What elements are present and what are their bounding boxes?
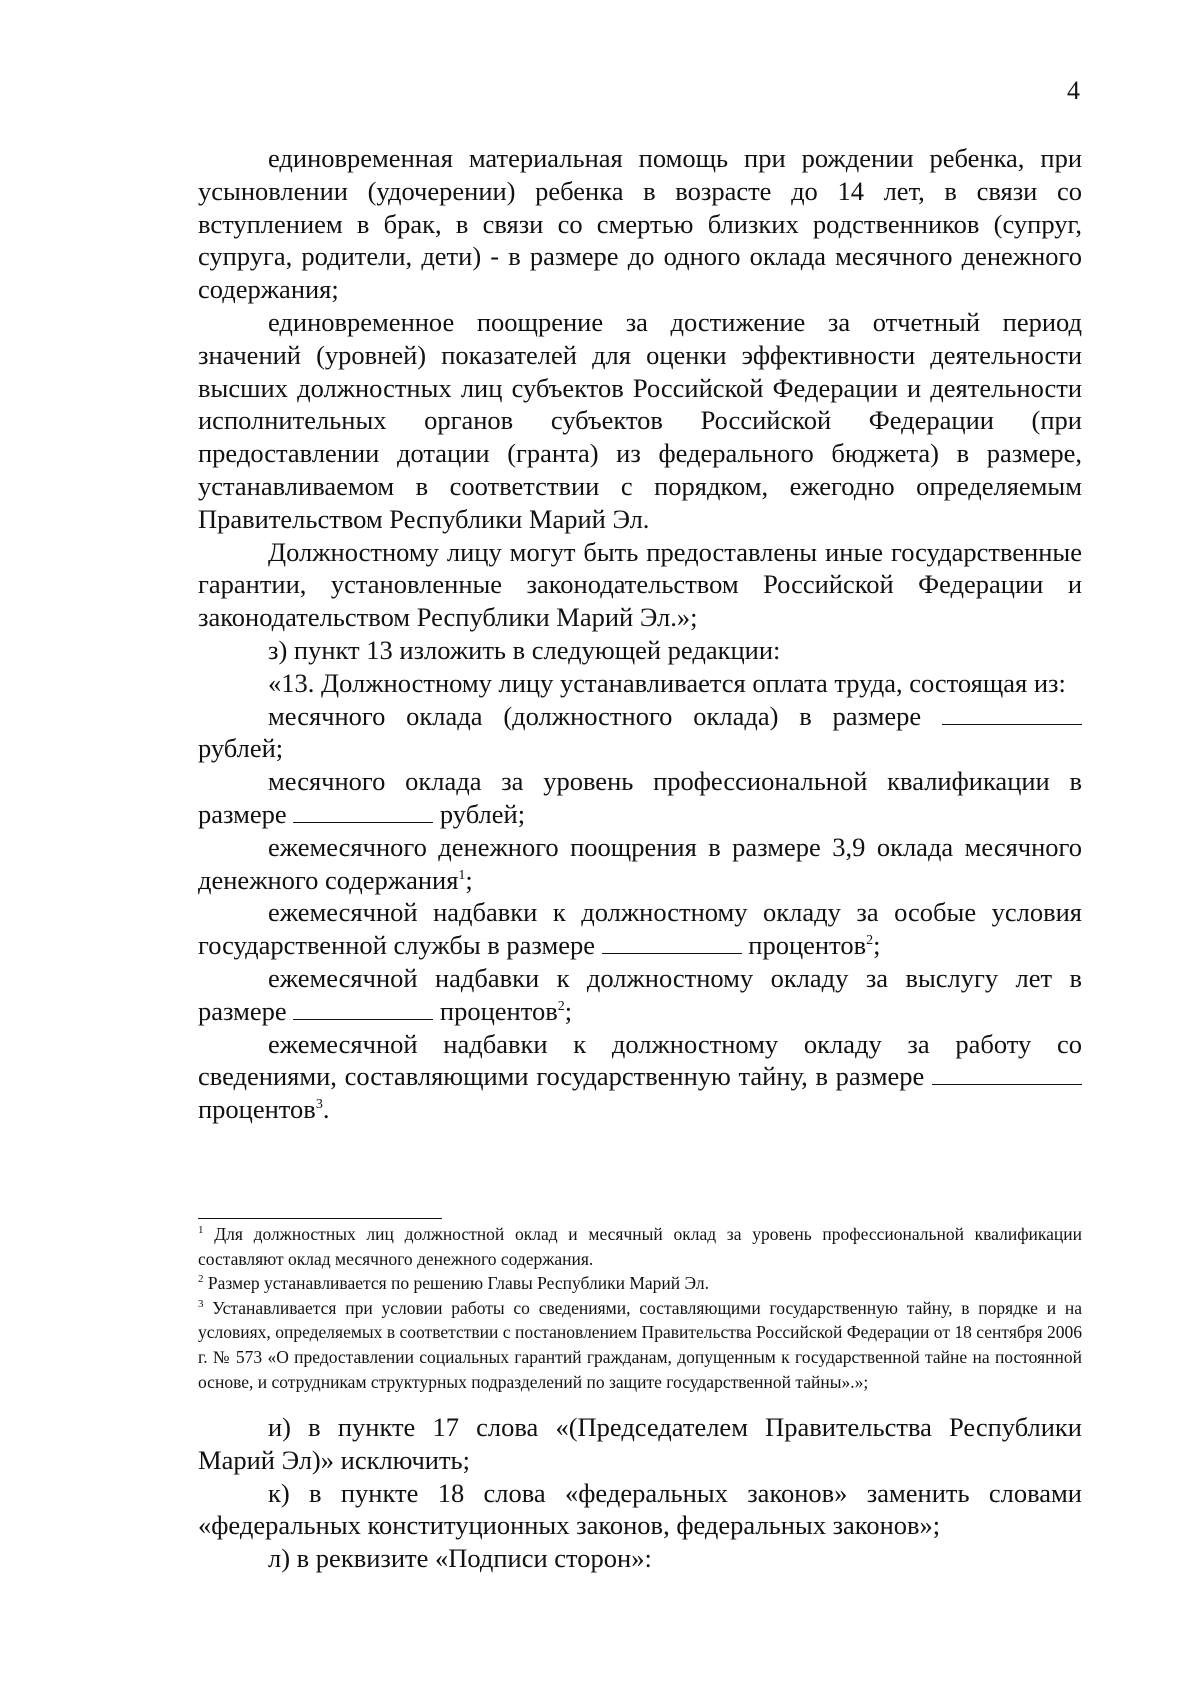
paragraph-item-k: к) в пункте 18 слова «федеральных законов» заменить словами «федеральных конституционных законов, федеральных законов»;: [198, 1477, 1082, 1541]
paragraph-text: процентов: [433, 995, 558, 1026]
blank-line: [602, 931, 742, 954]
footnote-mark: 3: [198, 1297, 204, 1310]
footnote-mark: 1: [198, 1224, 204, 1236]
paragraph-material-aid: единовременная материальная помощь при рождении ребенка, при усыновлении (удочерении) ребенка в возрасте до 14 лет, в связи со вступлением в брак, в связи со смертью близких родственников (супруг, супруга, родители, дети) - в размере до одного оклада месячного денежного содержания;: [198, 143, 1082, 305]
paragraph-item-13: «13. Должностному лицу устанавливается оплата труда, состоящая из:: [268, 667, 1066, 698]
paragraph-text: .: [322, 1094, 330, 1125]
footnote-mark: 2: [198, 1273, 204, 1286]
paragraph-seniority: [198, 962, 1082, 1028]
paragraph-text: ежемесячной надбавки к должностному окладу за работу со сведениями, составляющими государственную тайну, в размере: [198, 1028, 1082, 1092]
paragraph-monthly-salary: [198, 700, 1082, 766]
paragraph-text: рублей;: [433, 798, 526, 829]
paragraph-text: процентов: [741, 930, 867, 961]
paragraph-state-secret: [198, 1028, 1082, 1126]
footnote-3: [198, 1296, 1082, 1394]
footnote-ref: 2: [557, 998, 565, 1014]
paragraph-one-time-bonus: единовременное поощрение за достижение за отчетный период значений (уровней) показателей для оценки эффективности деятельности высших должностных лиц субъектов Российской Федерации и деятельности исполнительных органов субъектов Российской Федерации (при предоставлении дотации (гранта) из федерального бюджета) в размере, устанавливаемом в соответствии с порядком, ежегодно определяемым Правительством Республики Марий Эл.: [198, 306, 1082, 534]
blank-line: [942, 702, 1082, 725]
paragraph-other-guarantees: Должностному лицу могут быть предоставлены иные государственные гарантии, установленные законодательством Российской Федерации и законодательством Республики Марий Эл.»;: [198, 536, 1082, 633]
document-body: [198, 142, 1082, 1126]
blank-line: [293, 997, 433, 1020]
paragraph-text: рублей;: [198, 733, 284, 764]
paragraph-text: ежемесячной надбавки к должностному окладу за выслугу лет в размере: [198, 962, 1082, 1026]
footnote-separator: [198, 1218, 442, 1219]
paragraph-qualification-salary: [198, 765, 1082, 831]
paragraph-text: ежемесячного денежного поощрения в размере 3,9 оклада месячного денежного содержания: [198, 831, 1082, 895]
paragraph-special-conditions: [198, 896, 1082, 962]
footnote-ref: 1: [458, 867, 466, 883]
paragraph-item-l: л) в реквизите «Подписи сторон»:: [268, 1543, 652, 1574]
page-number: 4: [1067, 76, 1080, 105]
paragraph-text: ;: [465, 864, 473, 895]
footnote-ref: 3: [315, 1097, 323, 1113]
paragraph-item-z: з) пункт 13 изложить в следующей редакции:: [268, 634, 781, 665]
blank-line: [293, 800, 433, 823]
footnote-text: Устанавливается при условии работы со сведениями, составляющими государственную тайну, в порядке и на условиях, определяемых в соответствии с постановлением Правительства Российской Федерации от 18 сентября 2006 г. № 573 «О предоставлении социальных гарантий гражданам, допущенным к государственной тайне на постоянной основе, и сотрудникам структурных подразделений по защите государственной тайны».»;: [198, 1297, 1082, 1392]
paragraph-item-i: и) в пункте 17 слова «(Председателем Правительства Республики Марий Эл)» исключить;: [198, 1412, 1082, 1475]
footnote-text: Для должностных лиц должностной оклад и месячный оклад за уровень профессиональной квалификации составляют оклад месячного денежного содержания.: [198, 1224, 1083, 1269]
footnote-ref: 2: [866, 933, 874, 949]
paragraph-text: ежемесячной надбавки к должностному окладу за особые условия государственной службы в размере: [198, 897, 1082, 961]
paragraph-monthly-bonus: [198, 831, 1082, 897]
footnote-1: [198, 1222, 1082, 1271]
footnotes: [198, 1222, 1082, 1394]
document-body-continued: [198, 1411, 1082, 1575]
paragraph-text: месячного оклада за уровень профессиональной квалификации в размере: [198, 766, 1082, 829]
paragraph-text: ;: [873, 930, 881, 961]
paragraph-text: месячного оклада (должностного оклада) в размере: [268, 700, 942, 731]
footnote-2: [198, 1271, 1082, 1296]
footnote-text: Размер устанавливается по решению Главы Республики Марий Эл.: [207, 1273, 709, 1294]
paragraph-text: процентов: [198, 1094, 316, 1125]
paragraph-text: ;: [564, 995, 573, 1026]
blank-line: [932, 1062, 1082, 1085]
